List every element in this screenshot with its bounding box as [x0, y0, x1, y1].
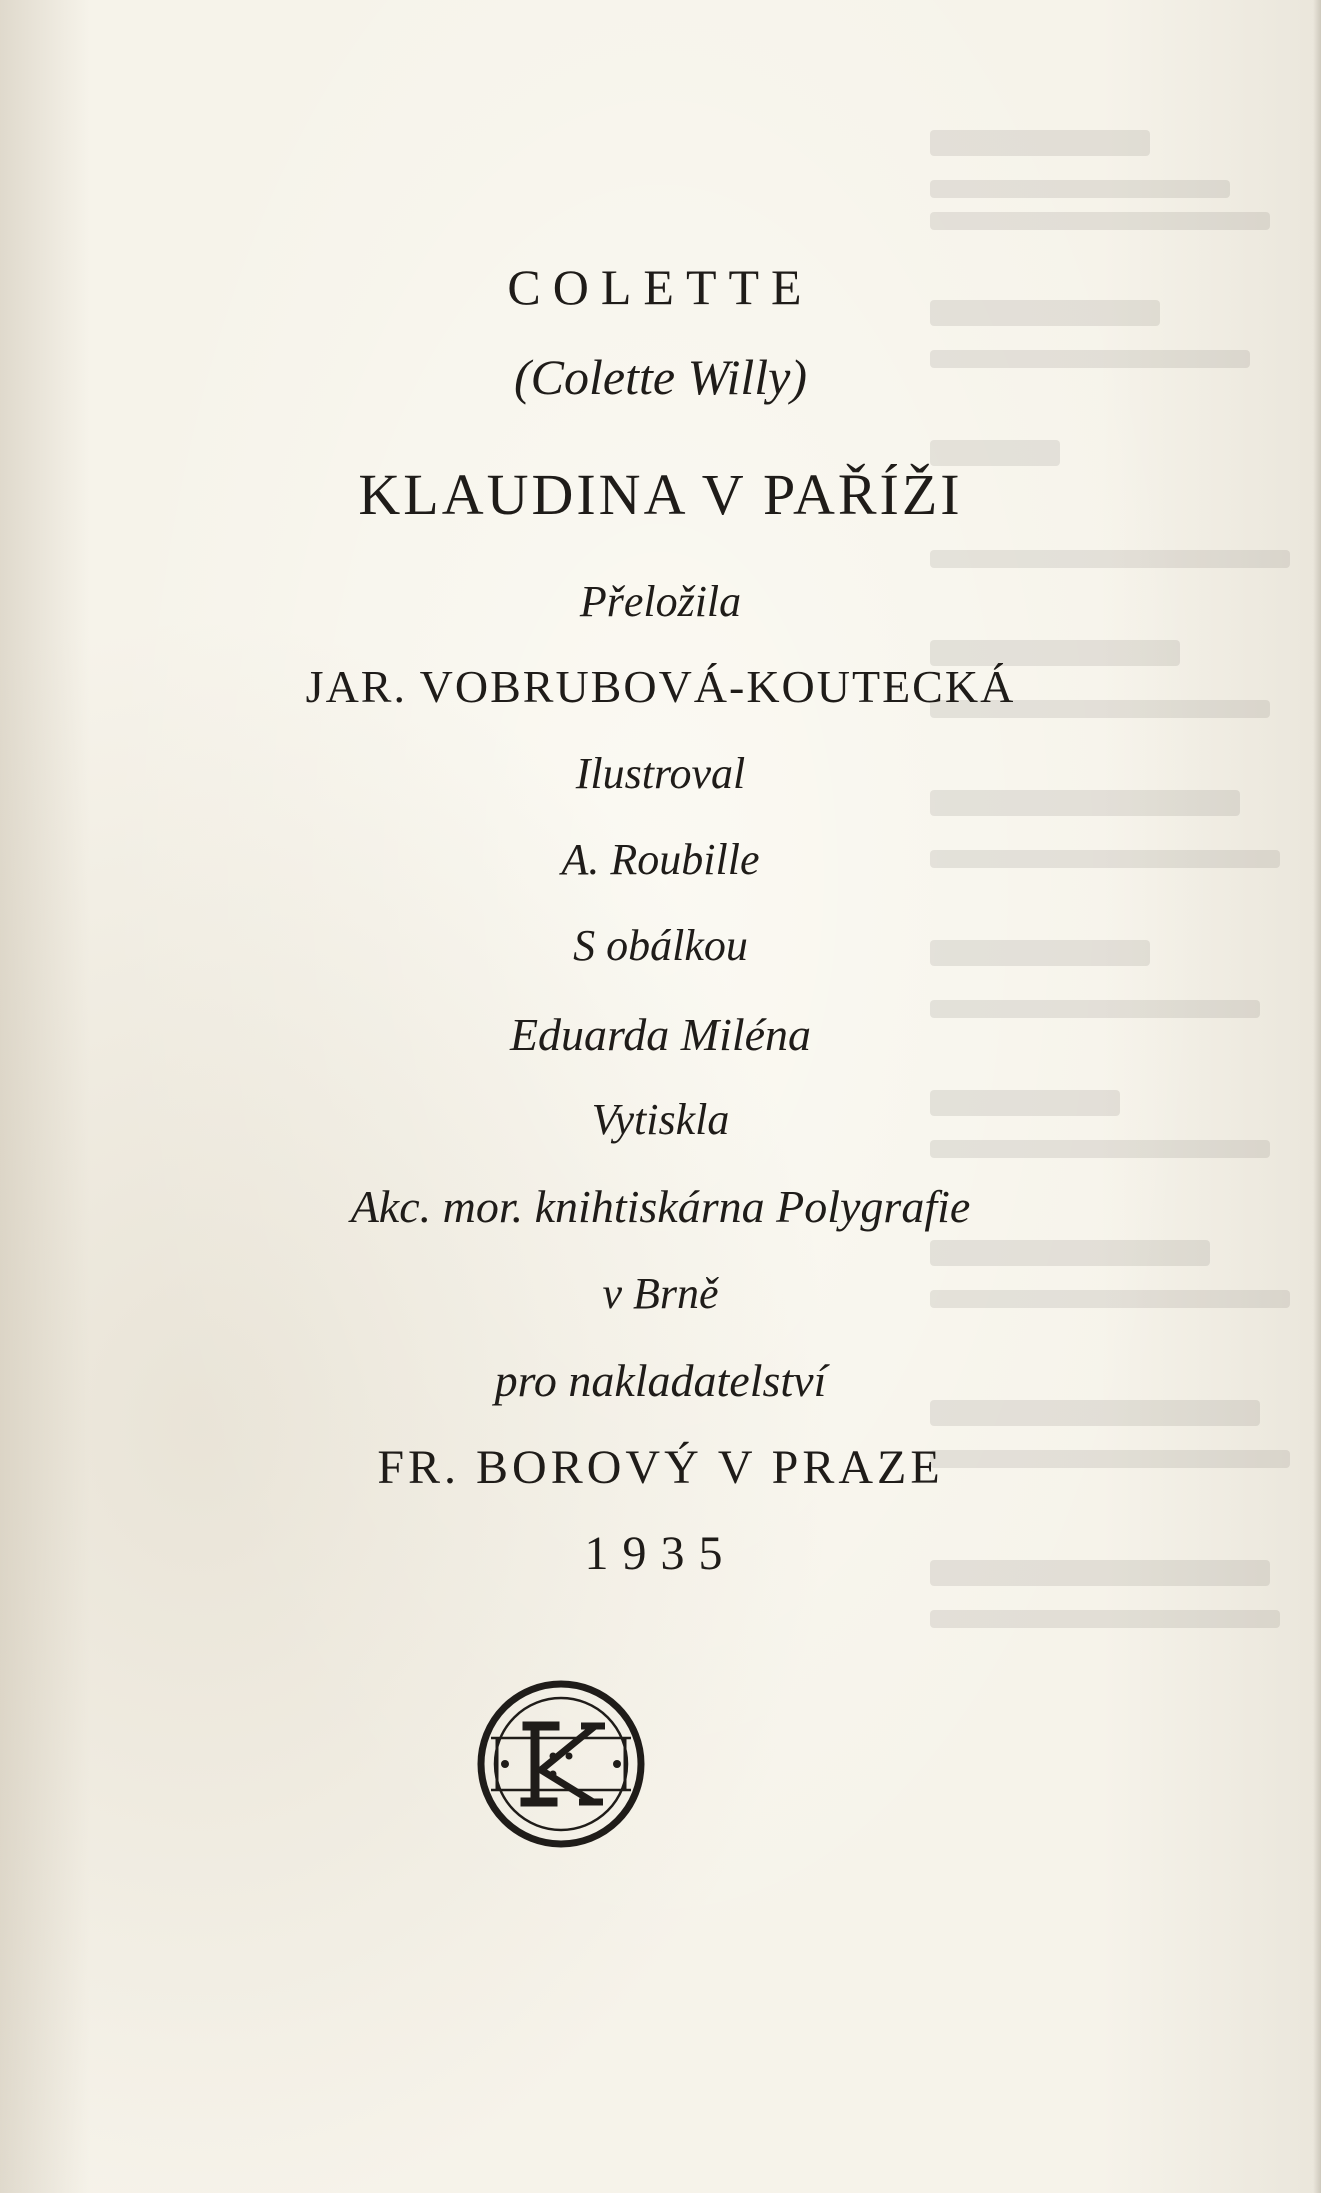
- publisher-name: FR. BOROVÝ V PRAZE: [377, 1441, 944, 1494]
- page-edge-shadow: [1313, 0, 1321, 2193]
- publisher-monogram-k-icon: [475, 1678, 647, 1850]
- author-pseudonym: (Colette Willy): [514, 349, 807, 405]
- translated-by-label: Přeložila: [579, 577, 742, 626]
- author-name: COLETTE: [507, 259, 814, 315]
- show-through-shadow: [930, 110, 1321, 2070]
- cover-by-label: S obálkou: [573, 921, 748, 970]
- cover-artist-name: Eduarda Miléna: [509, 1009, 812, 1060]
- illustrated-by-label: Ilustroval: [575, 749, 746, 798]
- translator-name: JAR. VOBRUBOVÁ-KOUTECKÁ: [305, 661, 1016, 712]
- printed-by-label: Vytiskla: [591, 1095, 730, 1144]
- for-publisher-label: pro nakladatelství: [494, 1355, 827, 1406]
- printer-city: v Brně: [602, 1269, 719, 1318]
- book-title: KLAUDINA V PAŘÍŽI: [358, 462, 963, 527]
- illustrator-name: A. Roubille: [561, 835, 760, 884]
- publication-year: 1935: [584, 1527, 737, 1580]
- printer-name: Akc. mor. knihtiskárna Polygrafie: [350, 1181, 971, 1232]
